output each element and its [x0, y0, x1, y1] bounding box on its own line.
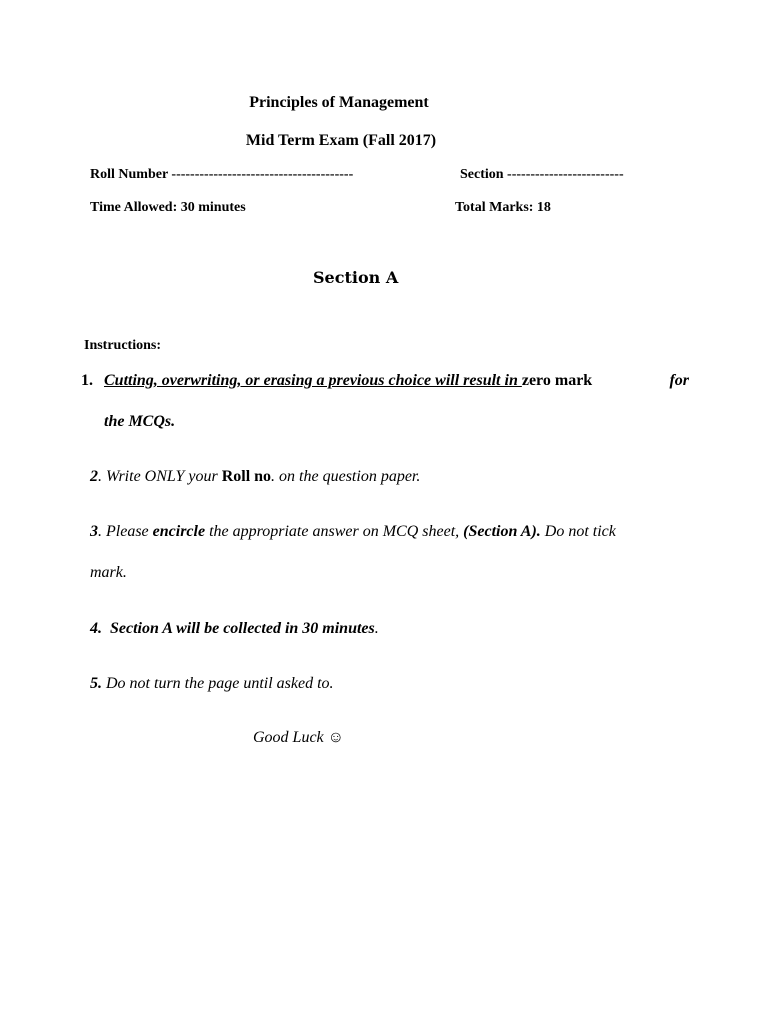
instruction-text: . on the question paper.: [271, 468, 421, 485]
instruction-text-bold: zero mark: [521, 372, 593, 389]
instruction-3-continuation: mark.: [90, 564, 127, 581]
instruction-text-bold: Roll no: [221, 468, 272, 485]
instruction-1-continuation: the MCQs.: [104, 413, 176, 430]
instruction-text-bold: Section A will be collected in 30 minutes: [102, 620, 375, 637]
instruction-5: [90, 675, 334, 693]
instruction-text-bold: encircle: [152, 523, 206, 540]
instructions-label: Instructions:: [84, 338, 162, 353]
exam-title: Mid Term Exam (Fall 2017): [245, 132, 437, 149]
instruction-text: the appropriate answer on MCQ sheet,: [205, 523, 464, 540]
instruction-text: .: [374, 620, 379, 637]
instruction-number: 2: [90, 468, 98, 485]
instruction-text: . Please: [98, 523, 153, 540]
instruction-3: [90, 523, 616, 541]
instruction-2: [90, 468, 420, 486]
instruction-4: [90, 620, 379, 638]
instruction-number: 4.: [90, 620, 102, 637]
instruction-text-bold: (Section A).: [463, 523, 541, 540]
instruction-text: Do not tick: [540, 523, 616, 540]
instruction-text: Do not turn the page until asked to.: [102, 675, 334, 692]
instruction-number: 5.: [90, 675, 102, 692]
section-field: Section -------------------------: [460, 167, 624, 182]
section-heading: Section A: [313, 268, 399, 287]
instruction-number: 1.: [81, 372, 93, 389]
roll-number-field: Roll Number ---------------------------------------: [90, 167, 354, 182]
instruction-1: [81, 372, 689, 390]
time-allowed: Time Allowed: 30 minutes: [90, 200, 246, 215]
course-title: Principles of Management: [249, 94, 429, 111]
instruction-text-tail: for: [669, 372, 689, 389]
instruction-text-underlined: Cutting, overwriting, or erasing a previous choice will result in: [104, 372, 522, 389]
instruction-number: 3: [90, 523, 98, 540]
good-luck-closing: Good Luck ☺: [253, 729, 344, 746]
instruction-text: . Write ONLY your: [98, 468, 222, 485]
total-marks: Total Marks: 18: [455, 200, 551, 215]
